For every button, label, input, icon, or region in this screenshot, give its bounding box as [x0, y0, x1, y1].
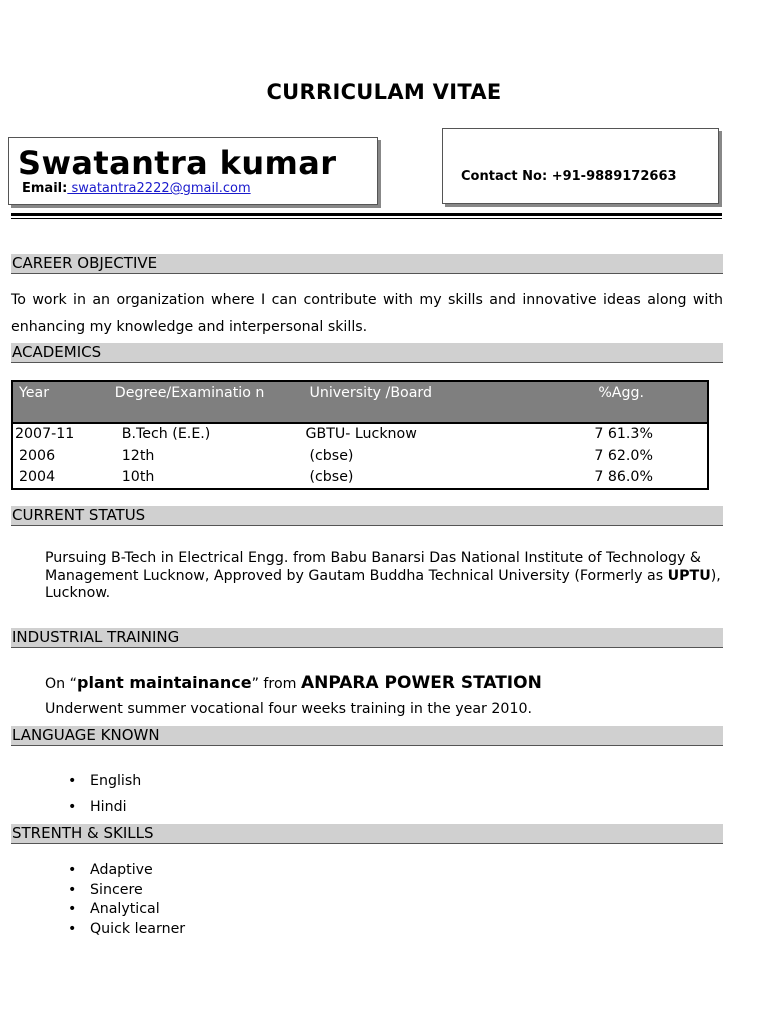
training-on: On “	[45, 676, 78, 692]
email-link[interactable]: swatantra2222@gmail.com	[67, 181, 251, 196]
list-item: • Hindi	[68, 794, 141, 820]
section-heading-academics: ACADEMICS	[11, 343, 723, 363]
academics-table	[11, 380, 709, 490]
training-station: ANPARA POWER STATION	[300, 673, 542, 693]
table-cell: B.Tech (E.E.)	[109, 423, 304, 445]
training-line	[45, 673, 542, 693]
email-row	[22, 181, 251, 196]
table-cell: GBTU- Lucknow	[303, 423, 592, 445]
language-list	[68, 768, 141, 820]
table-header-row	[12, 381, 708, 423]
skills-list	[68, 861, 185, 939]
training-topic: plant maintainance	[77, 673, 252, 692]
status-text-part: ), Lucknow.	[45, 567, 721, 601]
list-item: • English	[68, 768, 141, 794]
table-row	[12, 445, 708, 467]
candidate-name: Swatantra kumar	[18, 144, 337, 182]
contact-number: Contact No: +91-9889172663	[461, 169, 677, 184]
list-item: • Quick learner	[68, 920, 185, 940]
email-label: Email:	[22, 181, 68, 196]
table-cell: 7 61.3%	[592, 423, 708, 445]
table-cell: 12th	[121, 447, 155, 464]
table-row	[12, 467, 708, 489]
table-cell: 10th	[121, 469, 155, 485]
table-cell: (cbse)	[309, 469, 354, 485]
list-item: • Analytical	[68, 900, 185, 920]
status-text-part: Pursuing B-Tech in Electrical Engg. from Babu Banarsi Das National Institute of Technology & Management Lucknow, Approved by Gautam Buddha Technical University (Formerly as	[45, 550, 701, 584]
current-status-text	[45, 550, 725, 603]
section-heading-industrial-training: INDUSTRIAL TRAINING	[11, 628, 723, 648]
header-divider-thin	[11, 218, 722, 219]
column-header-aggregate: %Agg.	[592, 381, 708, 423]
name-box	[8, 137, 378, 205]
table-row	[12, 423, 708, 445]
table-cell: 2006	[19, 447, 56, 464]
table-cell: 2007-11	[12, 423, 109, 445]
header-divider	[11, 213, 722, 216]
table-cell: 7 62.0%	[594, 447, 653, 464]
training-from: ” from	[251, 676, 301, 692]
list-item: • Adaptive	[68, 861, 185, 881]
column-header-university: University /Board	[303, 381, 592, 423]
section-heading-career-objective: CAREER OBJECTIVE	[11, 254, 723, 274]
table-cell: (cbse)	[309, 447, 354, 464]
section-heading-strength-skills: STRENTH & SKILLS	[11, 824, 723, 844]
section-heading-language-known: LANGUAGE KNOWN	[11, 726, 723, 746]
list-item: • Sincere	[68, 881, 185, 901]
table-cell: 2004	[19, 469, 56, 485]
section-heading-current-status: CURRENT STATUS	[11, 506, 723, 526]
document-title: CURRICULAM VITAE	[266, 80, 502, 104]
column-header-year: Year	[12, 381, 109, 423]
contact-box	[442, 128, 719, 204]
career-objective-text: To work in an organization where I can contribute with my skills and innovative ideas along with enhancing my knowledge and interpersonal skills.	[11, 292, 723, 335]
table-cell: 7 86.0%	[594, 469, 653, 485]
status-text-bold: UPTU	[667, 567, 711, 584]
column-header-degree: Degree/Examinatio n	[109, 381, 304, 423]
training-description: Underwent summer vocational four weeks training in the year 2010.	[45, 701, 533, 717]
